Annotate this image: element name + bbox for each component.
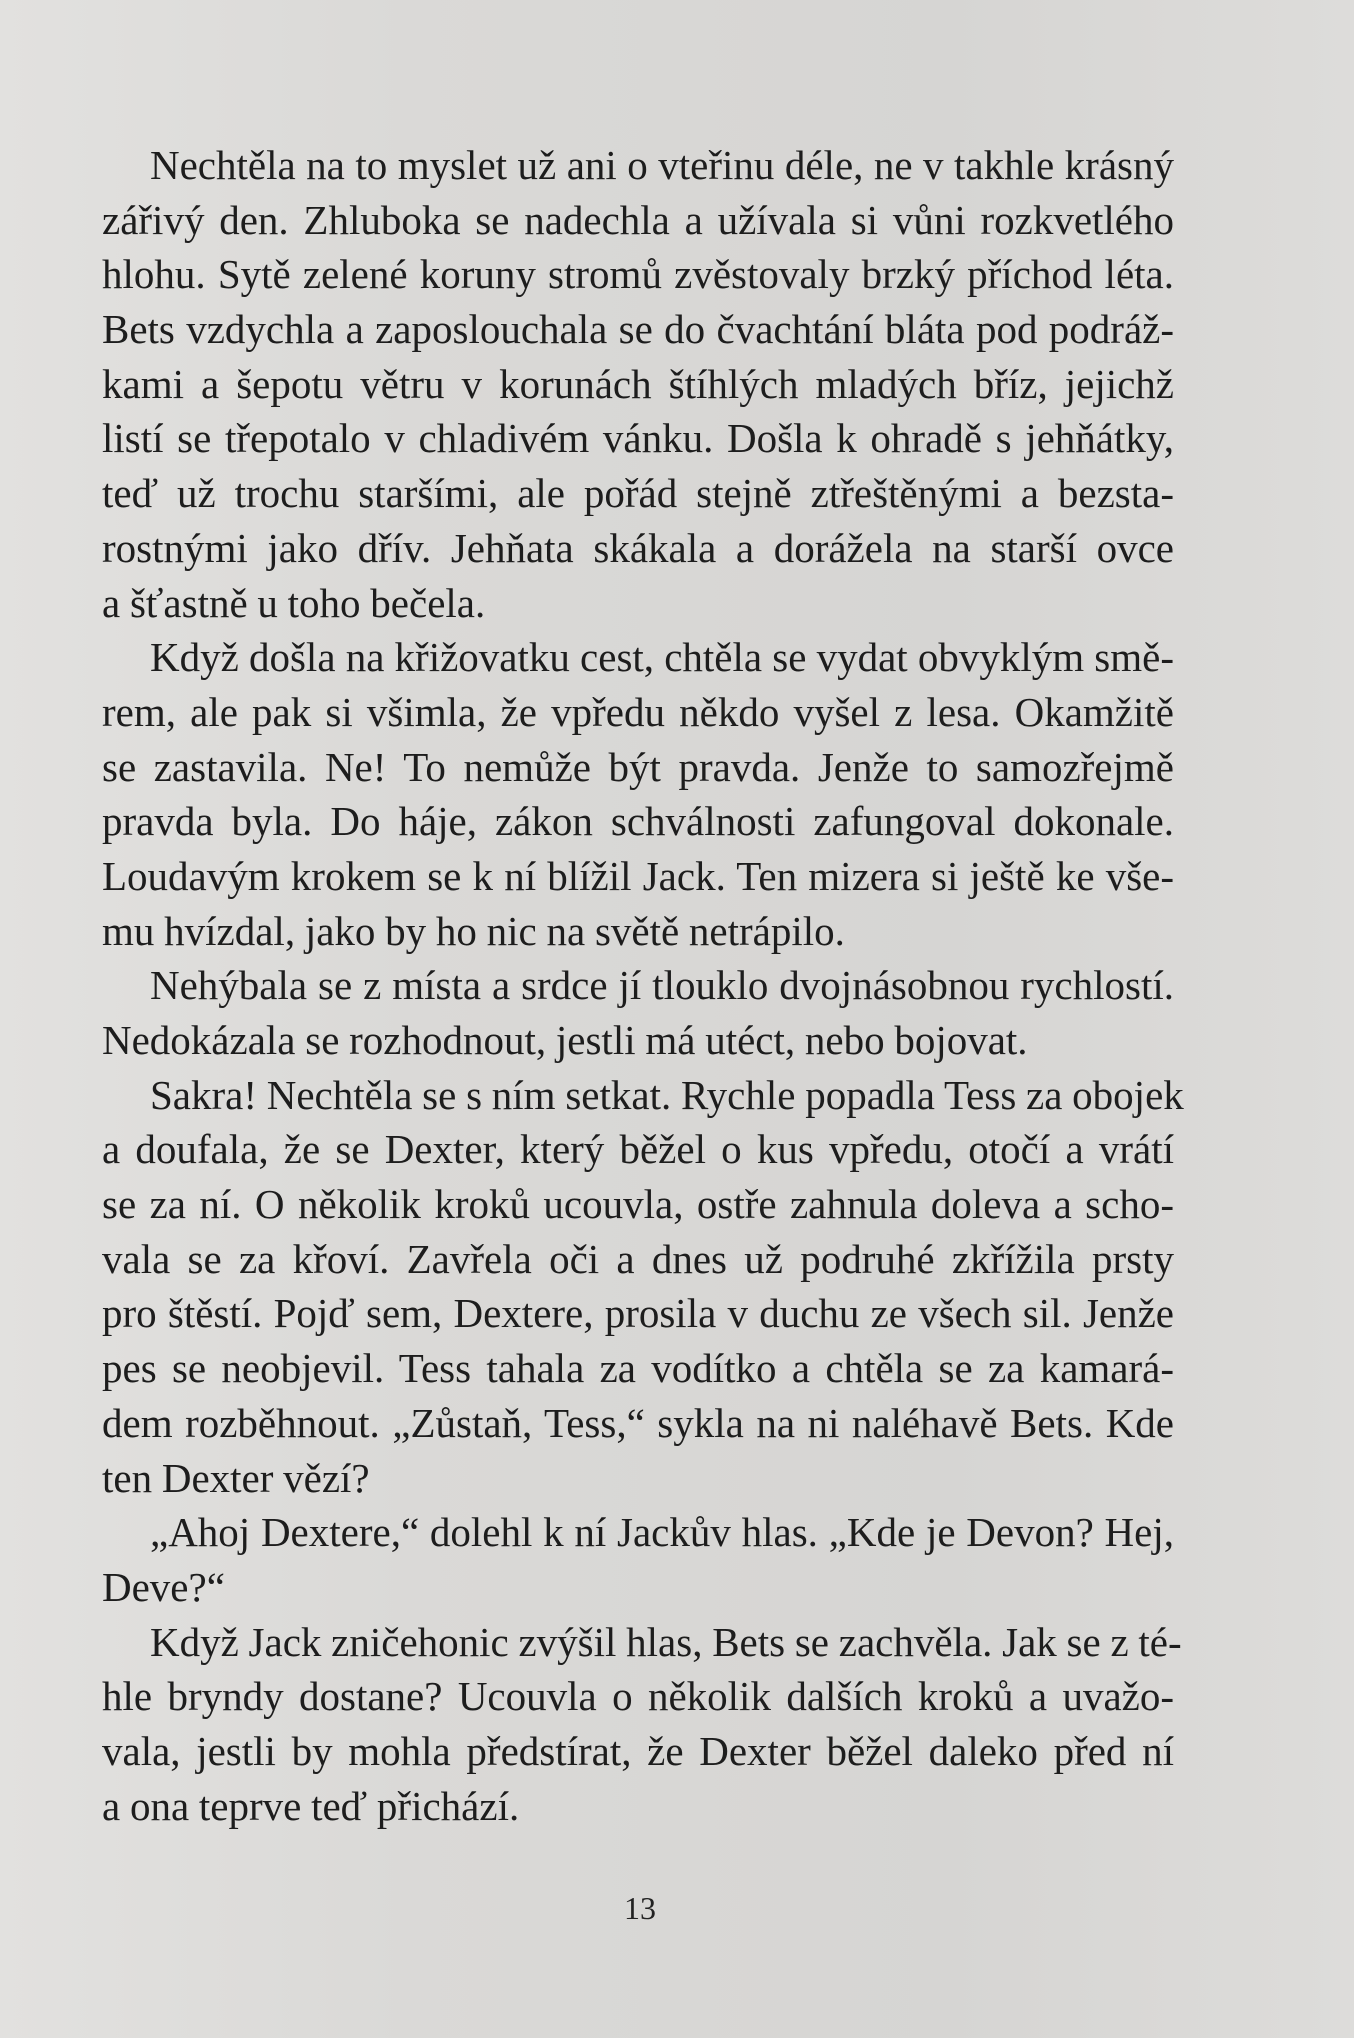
text-line: a ona teprve teď přichází. xyxy=(102,1782,520,1829)
text-line: teď už trochu staršími, ale pořád stejně ztřeštěnými a bezsta- xyxy=(102,470,1174,517)
text-line: vala, jestli by mohla předstírat, že Dexter běžel daleko před ní xyxy=(102,1727,1174,1774)
text-line: Nedokázala se rozhodnout, jestli má utéct, nebo bojovat. xyxy=(102,1017,1028,1063)
text-line: pro štěstí. Pojď sem, Dextere, prosila v duchu ze všech sil. Jenže xyxy=(102,1290,1174,1337)
text-line: a šťastně u toho bečela. xyxy=(102,579,486,626)
text-line: pravda byla. Do háje, zákon schválnosti zafungoval dokonale. xyxy=(102,798,1174,845)
text-line: Když došla na křižovatku cest, chtěla se vydat obvyklým smě- xyxy=(150,634,1174,681)
body-text xyxy=(102,138,1184,1833)
paragraph xyxy=(102,1068,1184,1506)
text-line: hle bryndy dostane? Ucouvla o několik dalších kroků a uvažo- xyxy=(102,1673,1174,1720)
text-line: rostnými jako dřív. Jehňata skákala a dorážela na starší ovce xyxy=(102,524,1174,571)
page-number: 13 xyxy=(624,1890,656,1926)
paragraph xyxy=(102,1615,1182,1834)
text-line: Nehýbala se z místa a srdce jí tlouklo dvojnásobnou rychlostí. xyxy=(150,962,1174,1009)
text-line: Bets vzdychla a zaposlouchala se do čvachtání bláta pod podráž- xyxy=(102,306,1174,353)
text-line: se za ní. O několik kroků ucouvla, ostře zahnula doleva a scho- xyxy=(102,1181,1174,1228)
text-line: vala se za křoví. Zavřela oči a dnes už podruhé zkřížila prsty xyxy=(102,1235,1174,1282)
text-line: Loudavým krokem se k ní blížil Jack. Ten mizera si ještě ke vše- xyxy=(102,852,1174,899)
text-line: zářivý den. Zhluboka se nadechla a užívala si vůni rozkvetlého xyxy=(102,196,1174,243)
text-line: se zastavila. Ne! To nemůže být pravda. Jenže to samozřejmě xyxy=(102,743,1174,790)
text-line: mu hvízdal, jako by ho nic na světě netrápilo. xyxy=(102,907,845,954)
text-line: listí se třepotalo v chladivém vánku. Došla k ohradě s jehňátky, xyxy=(102,415,1174,462)
text-line: „Ahoj Dextere,“ dolehl k ní Jackův hlas. „Kde je Devon? Hej, xyxy=(150,1509,1174,1556)
text-line: kami a šepotu větru v korunách štíhlých mladých bříz, jejichž xyxy=(102,360,1174,407)
text-line: dem rozběhnout. „Zůstaň, Tess,“ sykla na ni naléhavě Bets. Kde xyxy=(102,1399,1174,1446)
text-line: Sakra! Nechtěla se s ním setkat. Rychle popadla Tess za obojek xyxy=(150,1071,1184,1118)
text-line: rem, ale pak si všimla, že vpředu někdo vyšel z lesa. Okamžitě xyxy=(102,688,1174,735)
text-line: Deve?“ xyxy=(102,1563,225,1610)
text-line: Když Jack zničehonic zvýšil hlas, Bets se zachvěla. Jak se z té- xyxy=(150,1618,1182,1665)
paragraph xyxy=(102,1505,1174,1614)
paragraph xyxy=(102,630,1174,958)
text-line: pes se neobjevil. Tess tahala za vodítko a chtěla se za kamará- xyxy=(102,1345,1174,1392)
text-line: hlohu. Sytě zelené koruny stromů zvěstovaly brzký příchod léta. xyxy=(102,251,1174,298)
paragraph xyxy=(102,138,1174,630)
text-line: a doufala, že se Dexter, který běžel o kus vpředu, otočí a vrátí xyxy=(102,1126,1174,1173)
paragraph xyxy=(102,958,1174,1067)
text-line: ten Dexter vězí? xyxy=(102,1454,370,1501)
text-line: Nechtěla na to myslet už ani o vteřinu déle, ne v takhle krásný xyxy=(150,142,1174,188)
